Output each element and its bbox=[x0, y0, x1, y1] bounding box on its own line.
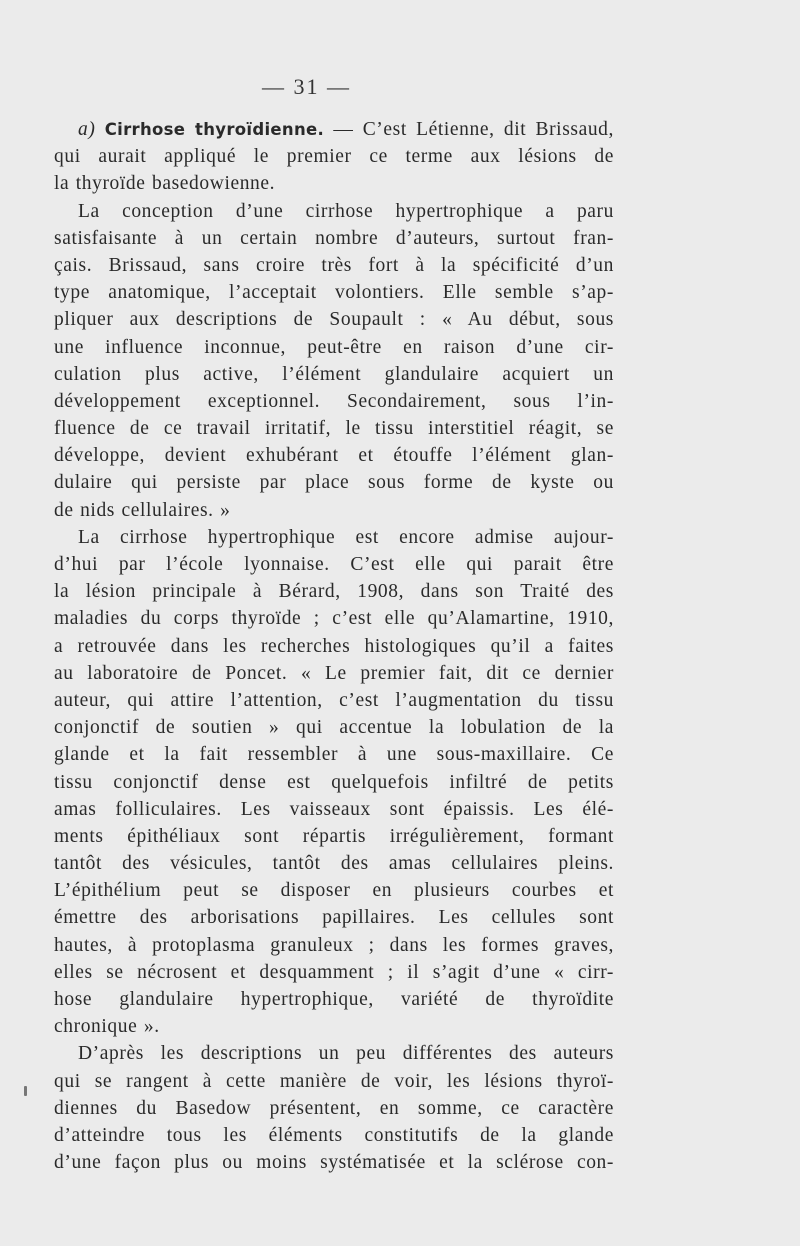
text-line: au laboratoire de Poncet. « Le premier fait, dit ce dernier bbox=[54, 662, 614, 684]
text-line: satisfaisante à un certain nombre d’auteurs, surtout fran- bbox=[54, 227, 614, 249]
text-line: hautes, à protoplasma granuleux ; dans les formes graves, bbox=[54, 934, 614, 956]
text-line: une influence inconnue, peut-être en raison d’une cir- bbox=[54, 336, 614, 358]
text-line: développe, devient exhubérant et étouffe l’élément glan- bbox=[54, 445, 614, 467]
page-number: — 31 — bbox=[262, 74, 351, 99]
text-line: d’une façon plus ou moins systématisée et la sclérose con- bbox=[54, 1152, 614, 1174]
text-line: chronique ». bbox=[54, 1016, 160, 1038]
text-line: fluence de ce travail irritatif, le tissu interstitiel réagit, se bbox=[54, 418, 614, 440]
text-line: hose glandulaire hypertrophique, variété de thyroïdite bbox=[54, 989, 614, 1010]
text-line: émettre des arborisations papillaires. Les cellules sont bbox=[54, 907, 614, 929]
text-line: ments épithéliaux sont répartis irrégulièrement, formant bbox=[54, 825, 614, 847]
text-line: C’est Létienne, dit Brissaud, bbox=[362, 119, 614, 140]
text-line: conjonctif de soutien » qui accentue la lobulation de la bbox=[54, 717, 614, 739]
text-line: tissu conjonctif dense est quelquefois infiltré de petits bbox=[54, 771, 614, 793]
text-line: de nids cellulaires. » bbox=[54, 499, 231, 521]
text-line: a retrouvée dans les recherches histologiques qu’il a faites bbox=[54, 635, 614, 657]
body-text bbox=[54, 116, 614, 1176]
heading-dash: — bbox=[333, 119, 354, 140]
text-line: dulaire qui persiste par place sous forme de kyste ou bbox=[54, 472, 614, 494]
text-line: type anatomique, l’acceptait volontiers. Elle semble s’ap- bbox=[54, 282, 614, 304]
text-line: qui aurait appliqué le premier ce terme aux lésions de bbox=[54, 146, 614, 168]
text-line: auteur, qui attire l’attention, c’est l’augmentation du tissu bbox=[54, 689, 614, 711]
text-line: d’hui par l’école lyonnaise. C’est elle qui parait être bbox=[54, 554, 614, 575]
text-line: culation plus active, l’élément glandulaire acquiert un bbox=[54, 363, 614, 385]
text-line: pliquer aux descriptions de Soupault : « Au début, sous bbox=[54, 309, 614, 331]
margin-mark bbox=[24, 1086, 27, 1096]
section-title: Cirrhose thyroïdienne. bbox=[104, 120, 325, 139]
text-line: amas folliculaires. Les vaisseaux sont épaissis. Les élé- bbox=[54, 798, 614, 820]
text-line: glande et la fait ressembler à une sous-maxillaire. Ce bbox=[54, 744, 614, 766]
text-line: elles se nécrosent et desquamment ; il s’agit d’une « cirr- bbox=[54, 961, 614, 983]
text-line: la thyroïde basedowienne. bbox=[54, 173, 276, 195]
text-line: D’après les descriptions un peu différentes des auteurs bbox=[78, 1043, 614, 1065]
text-line: çais. Brissaud, sans croire très fort à la spécificité d’un bbox=[54, 254, 614, 276]
text-line: qui se rangent à cette manière de voir, les lésions thyroï- bbox=[54, 1070, 614, 1092]
section-marker: a) bbox=[78, 119, 96, 140]
text-line: L’épithélium peut se disposer en plusieurs courbes et bbox=[54, 880, 614, 902]
text-line: d’atteindre tous les éléments constitutifs de la glande bbox=[54, 1124, 614, 1146]
heading-line bbox=[54, 116, 614, 143]
text-line: tantôt des vésicules, tantôt des amas cellulaires pleins. bbox=[54, 853, 614, 875]
text-line: diennes du Basedow présentent, en somme, ce caractère bbox=[54, 1097, 614, 1119]
text-line: maladies du corps thyroïde ; c’est elle qu’Alamartine, 1910, bbox=[54, 608, 614, 630]
text-line: la lésion principale à Bérard, 1908, dans son Traité des bbox=[54, 581, 614, 603]
text-line: développement exceptionnel. Secondairement, sous l’in- bbox=[54, 390, 614, 412]
text-line: La cirrhose hypertrophique est encore admise aujour- bbox=[78, 526, 614, 548]
text-line: La conception d’une cirrhose hypertrophique a paru bbox=[78, 200, 614, 222]
